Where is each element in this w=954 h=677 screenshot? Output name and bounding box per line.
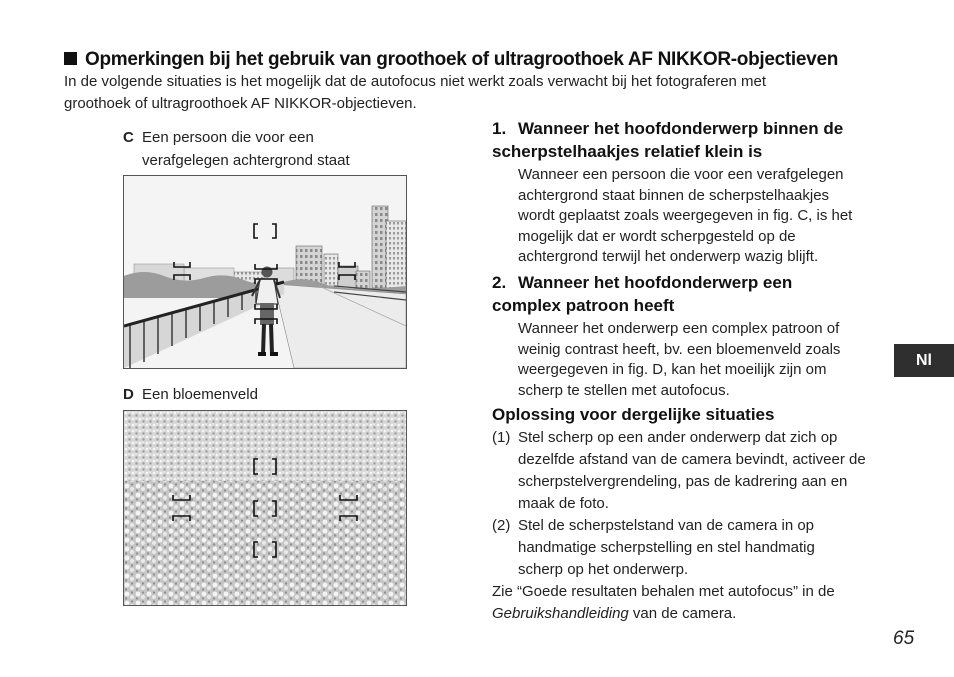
intro-paragraph [64, 71, 864, 115]
solution-section [492, 405, 892, 625]
section-2 [492, 271, 892, 401]
item-marker: (2) [492, 517, 511, 534]
square-bullet-icon [64, 52, 77, 65]
item-line: dezelfde afstand van de camera bevindt, activeer de [518, 451, 866, 468]
section-body [492, 165, 892, 268]
section-number: 1. [492, 119, 507, 138]
section-heading [64, 49, 838, 71]
heading-text: Opmerkingen bij het gebruik van groothoek of ultragroothoek AF NIKKOR-objectieven [85, 49, 839, 70]
solution-item [492, 427, 892, 515]
flower-field-illustration [124, 411, 406, 605]
item-line: Stel de scherpstelstand van de camera in op [518, 517, 815, 534]
intro-line: groothoek of ultragroothoek AF NIKKOR-objectieven. [64, 95, 417, 112]
figure-d-caption [123, 383, 258, 406]
item-line: scherp op het onderwerp. [518, 561, 689, 578]
figure-c-photo [123, 175, 407, 369]
manual-title: Gebruikshandleiding [492, 605, 629, 622]
body-line: achtergrond terwijl het onderwerp wazig blijft. [518, 248, 819, 265]
caption-line: Een persoon die voor een [142, 129, 314, 146]
figure-d-photo [123, 410, 407, 606]
figure-c-letter: C [123, 129, 134, 146]
section-number: 2. [492, 273, 507, 292]
section-title-line: Wanneer het hoofdonderwerp een [518, 273, 793, 292]
body-line: Wanneer het onderwerp een complex patroon of [518, 320, 840, 337]
figure-d-letter: D [123, 386, 134, 403]
item-line: Stel scherp op een ander onderwerp dat zich op [518, 429, 838, 446]
caption-line: verafgelegen achtergrond staat [142, 152, 350, 169]
solution-item [492, 515, 892, 581]
item-line: maak de foto. [518, 495, 609, 512]
solution-title: Oplossing voor dergelijke situaties [492, 405, 775, 424]
body-line: Wanneer een persoon die voor een verafgelegen [518, 166, 844, 183]
note-rest: van de camera. [628, 605, 737, 622]
section-body [492, 319, 892, 401]
section-title-line: scherpstelhaakjes relatief klein is [492, 142, 763, 161]
reference-note [492, 581, 892, 625]
item-line: scherpstelvergrendeling, pas de kadrering aan en [518, 473, 848, 490]
body-line: scherp te stellen met autofocus. [518, 381, 730, 399]
item-marker: (1) [492, 429, 511, 446]
section-title-line: Wanneer het hoofdonderwerp binnen de [518, 119, 844, 138]
note-line: Zie “Goede resultaten behalen met autofocus” in de [492, 583, 835, 600]
body-line: weergegeven in fig. D, kan het moeilijk zijn om [518, 361, 827, 378]
item-line: handmatige scherpstelling en stel handmatig [518, 539, 815, 556]
caption-line: Een bloemenveld [142, 386, 258, 403]
body-line: weinig contrast heeft, bv. een bloemenveld zoals [518, 340, 841, 358]
street-scene-illustration [124, 176, 406, 368]
body-line: achtergrond staat binnen de scherpstelhaakjes [518, 186, 830, 204]
page-number: 65 [893, 628, 915, 649]
section-title-line: complex patroon heeft [492, 296, 675, 315]
body-line: mogelijk dat er wordt scherpgesteld op de [518, 227, 796, 245]
body-line: wordt geplaatst zoals weergegeven in fig. C, is het [518, 207, 853, 224]
language-tab: Nl [894, 344, 954, 377]
figure-c-caption [123, 126, 413, 172]
intro-line: In de volgende situaties is het mogelijk dat de autofocus niet werkt zoals verwacht bij het fotograferen met [64, 73, 767, 90]
section-1 [492, 117, 892, 268]
